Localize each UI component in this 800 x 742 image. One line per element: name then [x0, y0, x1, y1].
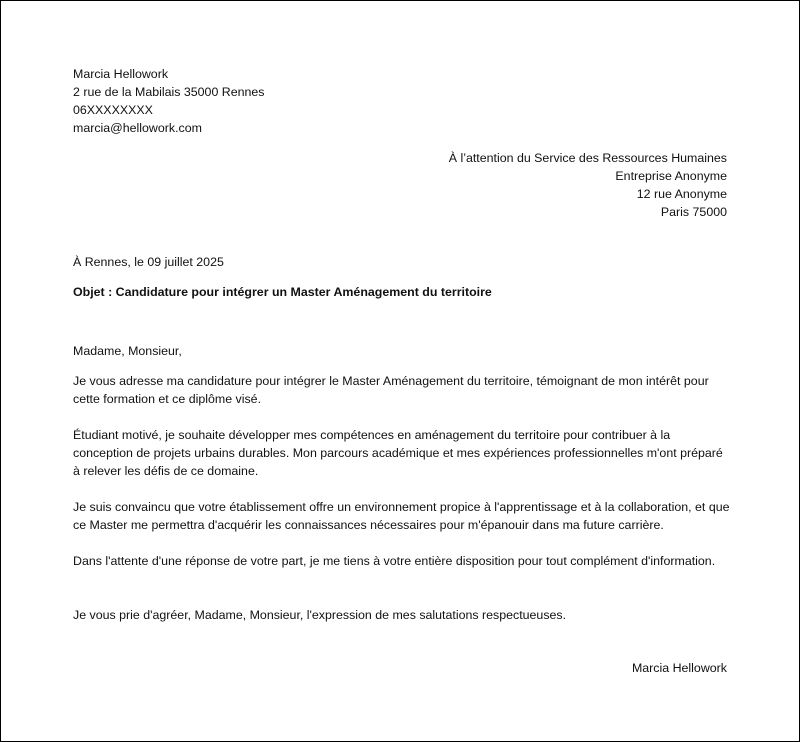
date-line: À Rennes, le 09 juillet 2025 — [73, 255, 224, 269]
body-paragraph: Étudiant motivé, je souhaite développer mes compétences en aménagement du territoire pour contribuer à la conception de projets urbains durables. Mon parcours académique et mes expériences professionnelles m'ont préparé à relever les défis de ce domaine. — [73, 428, 723, 478]
recipient-company: Entreprise Anonyme — [615, 169, 727, 183]
body-paragraph: Je vous adresse ma candidature pour intégrer le Master Aménagement du territoire, témoignant de mon intérêt pour cette formation et ce diplôme visé. — [73, 374, 709, 406]
body-paragraph: Je suis convaincu que votre établissement offre un environnement propice à l'apprentissage et à la collaboration, et que ce Master me permettra d'acquérir les connaissances nécessaires pour m'épanouir dans ma future carrière. — [73, 500, 730, 532]
closing-paragraph: Je vous prie d'agréer, Madame, Monsieur, l'expression de mes salutations respectueuses. — [73, 608, 567, 622]
recipient-city: Paris 75000 — [660, 205, 727, 219]
body-paragraph: Dans l'attente d'une réponse de votre part, je me tiens à votre entière disposition pour tout complément d'information. — [73, 554, 716, 568]
recipient-attention: À l’attention du Service des Ressources Humaines — [448, 151, 727, 165]
sender-email: marcia@hellowork.com — [73, 121, 202, 135]
sender-address: 2 rue de la Mabilais 35000 Rennes — [73, 85, 265, 99]
sender-name: Marcia Hellowork — [73, 67, 169, 81]
salutation: Madame, Monsieur, — [73, 344, 182, 358]
sender-phone: 06XXXXXXXX — [73, 103, 153, 117]
signature: Marcia Hellowork — [631, 661, 727, 675]
recipient-street: 12 rue Anonyme — [636, 187, 727, 201]
subject-line: Objet : Candidature pour intégrer un Master Aménagement du territoire — [73, 285, 492, 299]
